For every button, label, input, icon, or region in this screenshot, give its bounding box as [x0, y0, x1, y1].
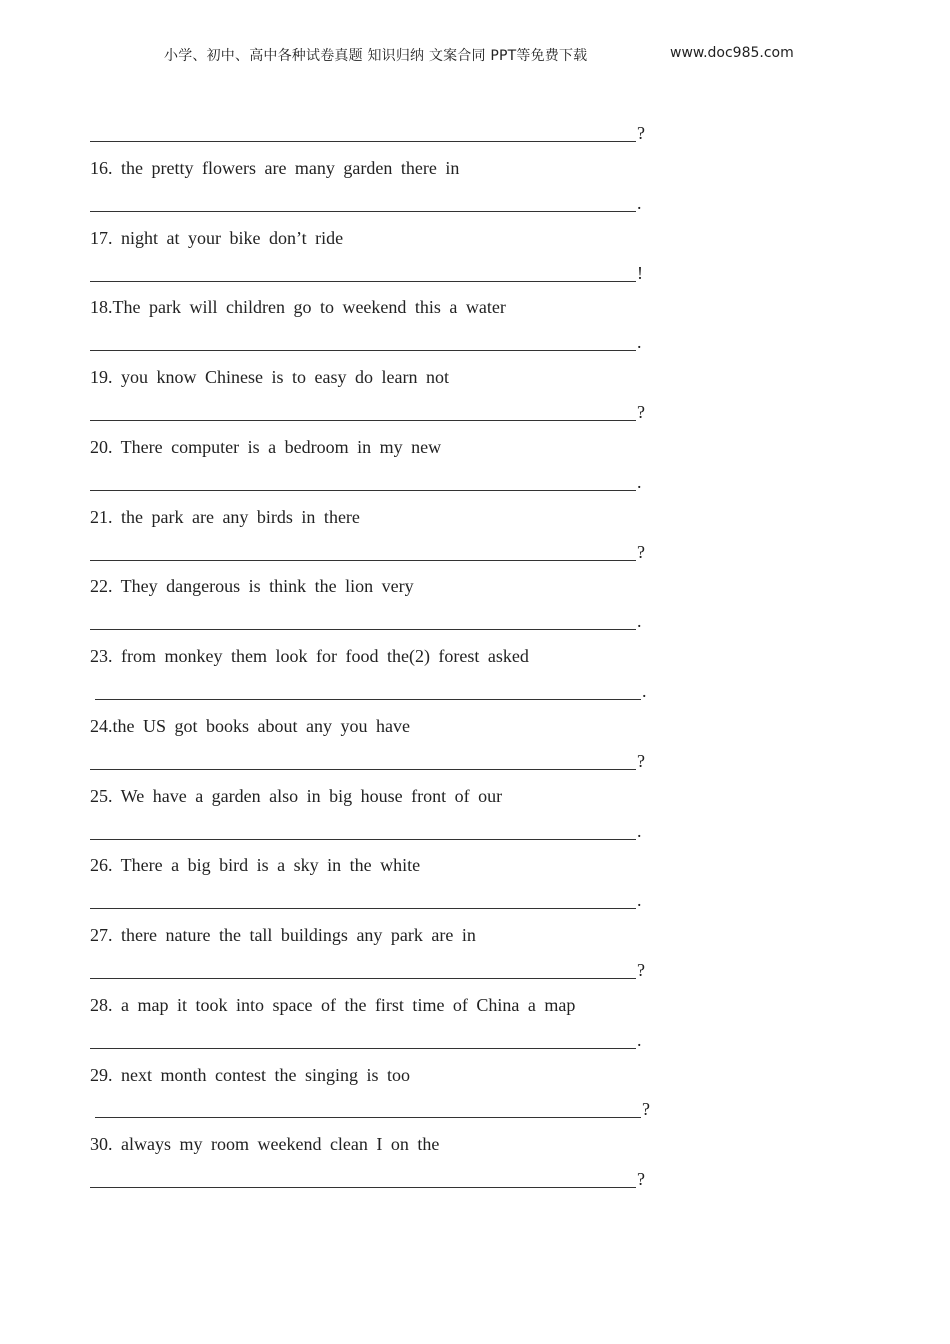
answer-punct-29: ?: [642, 1099, 650, 1119]
question-22: 22. They dangerous is think the lion very: [90, 576, 414, 596]
header-website: www.doc985.com: [670, 45, 794, 61]
answer-punct-16: .: [637, 193, 642, 213]
answer-line-29[interactable]: [95, 1117, 641, 1118]
question-24: 24.the US got books about any you have: [90, 716, 410, 736]
answer-punct-30: ?: [637, 1169, 645, 1189]
question-25: 25. We have a garden also in big house front of our: [90, 786, 503, 806]
answer-line-20[interactable]: [90, 490, 636, 491]
question-19: 19. you know Chinese is to easy do learn not: [90, 367, 449, 387]
question-17: 17. night at your bike don’t ride: [90, 228, 344, 248]
question-26: 26. There a big bird is a sky in the white: [90, 855, 421, 875]
answer-line-30[interactable]: [90, 1187, 636, 1188]
question-20: 20. There computer is a bedroom in my new: [90, 437, 442, 457]
answer-punct-23: .: [642, 681, 647, 701]
answer-punct-22: .: [637, 611, 642, 631]
answer-line-26[interactable]: [90, 908, 636, 909]
question-30: 30. always my room weekend clean I on the: [90, 1134, 440, 1154]
answer-line-19[interactable]: [90, 420, 636, 421]
question-21: 21. the park are any birds in there: [90, 507, 360, 527]
answer-punct-25: .: [637, 821, 642, 841]
question-18: 18.The park will children go to weekend this a water: [90, 297, 506, 317]
answer-line-28[interactable]: [90, 1048, 636, 1049]
answer-line-21[interactable]: [90, 560, 636, 561]
answer-punct-19: ?: [637, 402, 645, 422]
answer-line-18[interactable]: [90, 350, 636, 351]
answer-line-16[interactable]: [90, 211, 636, 212]
page-header: [0, 45, 950, 67]
answer-line-17[interactable]: [90, 281, 636, 282]
header-slogan: 小学、初中、高中各种试卷真题 知识归纳 文案合同 PPT等免费下载: [164, 48, 588, 64]
answer-line-27[interactable]: [90, 978, 636, 979]
question-29: 29. next month contest the singing is too: [90, 1065, 410, 1085]
answer-line-23[interactable]: [95, 699, 641, 700]
question-28: 28. a map it took into space of the first time of China a map: [90, 995, 576, 1015]
answer-punct-21: ?: [637, 542, 645, 562]
answer-punct-26: .: [637, 890, 642, 910]
answer-punct-24: ?: [637, 751, 645, 771]
answer-punct-20: .: [637, 472, 642, 492]
answer-punct-17: !: [637, 263, 643, 283]
question-27: 27. there nature the tall buildings any park are in: [90, 925, 476, 945]
answer-line-24[interactable]: [90, 769, 636, 770]
question-16: 16. the pretty flowers are many garden there in: [90, 158, 460, 178]
answer-line-15[interactable]: [90, 141, 636, 142]
answer-line-22[interactable]: [90, 629, 636, 630]
question-23: 23. from monkey them look for food the(2) forest asked: [90, 646, 529, 666]
answer-punct-27: ?: [637, 960, 645, 980]
answer-line-25[interactable]: [90, 839, 636, 840]
answer-punct-18: .: [637, 332, 642, 352]
answer-punct-28: .: [637, 1030, 642, 1050]
answer-punct-15: ?: [637, 123, 645, 143]
